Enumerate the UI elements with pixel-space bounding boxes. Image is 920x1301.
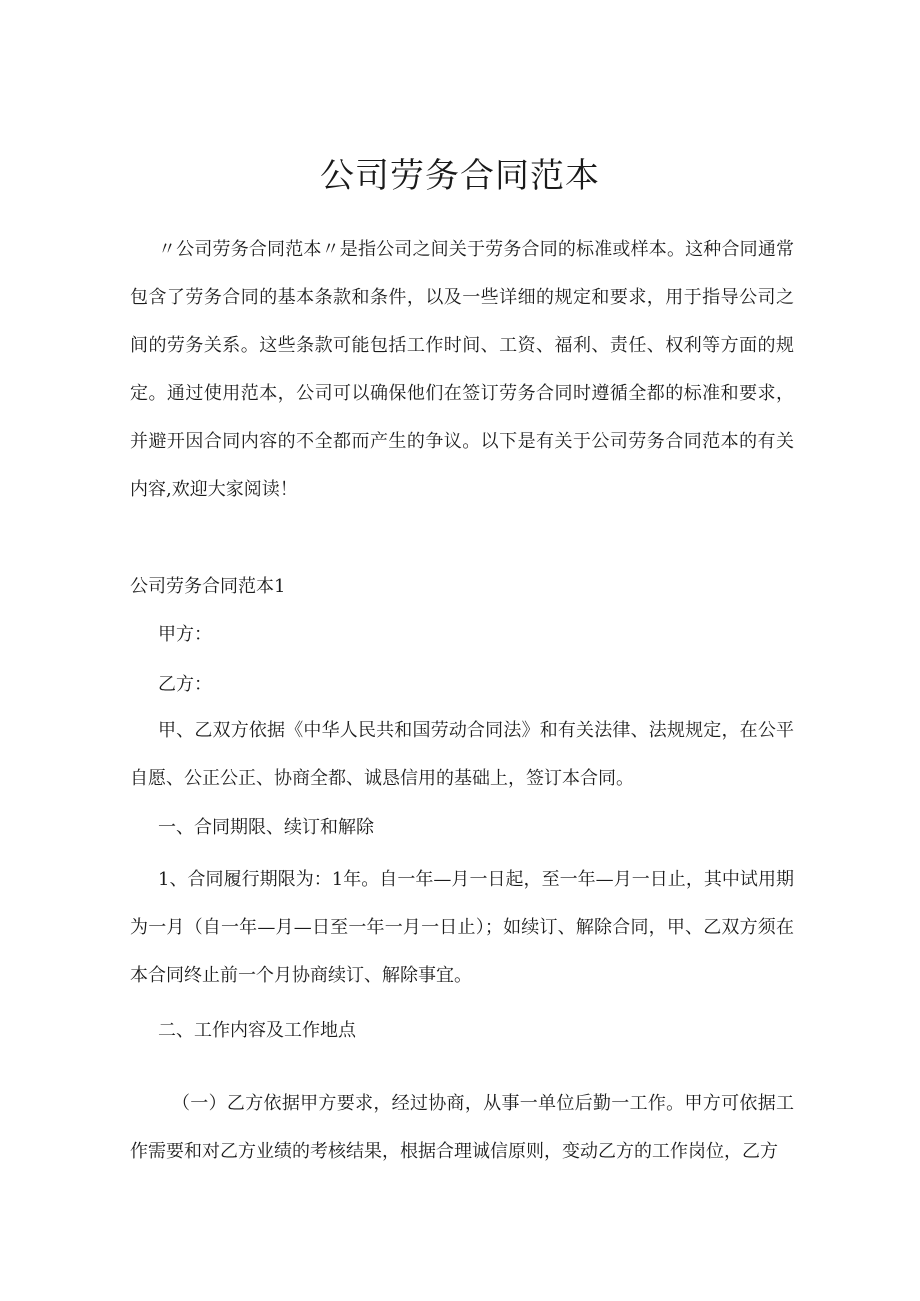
party-a-label: 甲方： <box>158 624 212 645</box>
basis-paragraph: 甲、乙双方依据《中华人民共和国劳动合同法》和有关法律、法规规定，在公平自愿、公正公正、协商全都、诚恳信用的基础上，签订本合同。 <box>130 720 794 789</box>
clause-1-heading: 一、合同期限、续订和解除 <box>158 817 374 838</box>
party-b-label: 乙方： <box>158 674 212 695</box>
section-heading: 公司劳务合同范本1 <box>130 576 286 597</box>
clause-1-1-paragraph: 1、合同履行期限为：1年。自一年—月一日起，至一年—月一日止，其中试用期为一月（自一年—月—日至一年一月一日止）；如续订、解除合同，甲、乙双方须在本合同终止前一个月协商续订、解除事宜。 <box>130 869 794 986</box>
clause-2-1-paragraph: （一）乙方依据甲方要求，经过协商，从事一单位后勤一工作。甲方可依据工作需要和对乙方业绩的考核结果，根据合理诚信原则，变动乙方的工作岗位，乙方 <box>130 1093 794 1162</box>
clause-2-heading: 二、工作内容及工作地点 <box>158 1020 356 1041</box>
document-title: 公司劳务合同范本 <box>320 156 600 196</box>
intro-paragraph: 〃公司劳务合同范本〃是指公司之间关于劳务合同的标准或样本。这种合同通常包含了劳务合同的基本条款和条件，以及一些详细的规定和要求，用于指导公司之间的劳务关系。这些条款可能包括工作时间、工资、福利、责任、权利等方面的规定。通过使用范本，公司可以确保他们在签订劳务合同时遵循全都的标准和要求，并避开因合同内容的不全都而产生的争议。以下是有关于公司劳务合同范本的有关内容,欢迎大家阅读！ <box>130 239 794 500</box>
